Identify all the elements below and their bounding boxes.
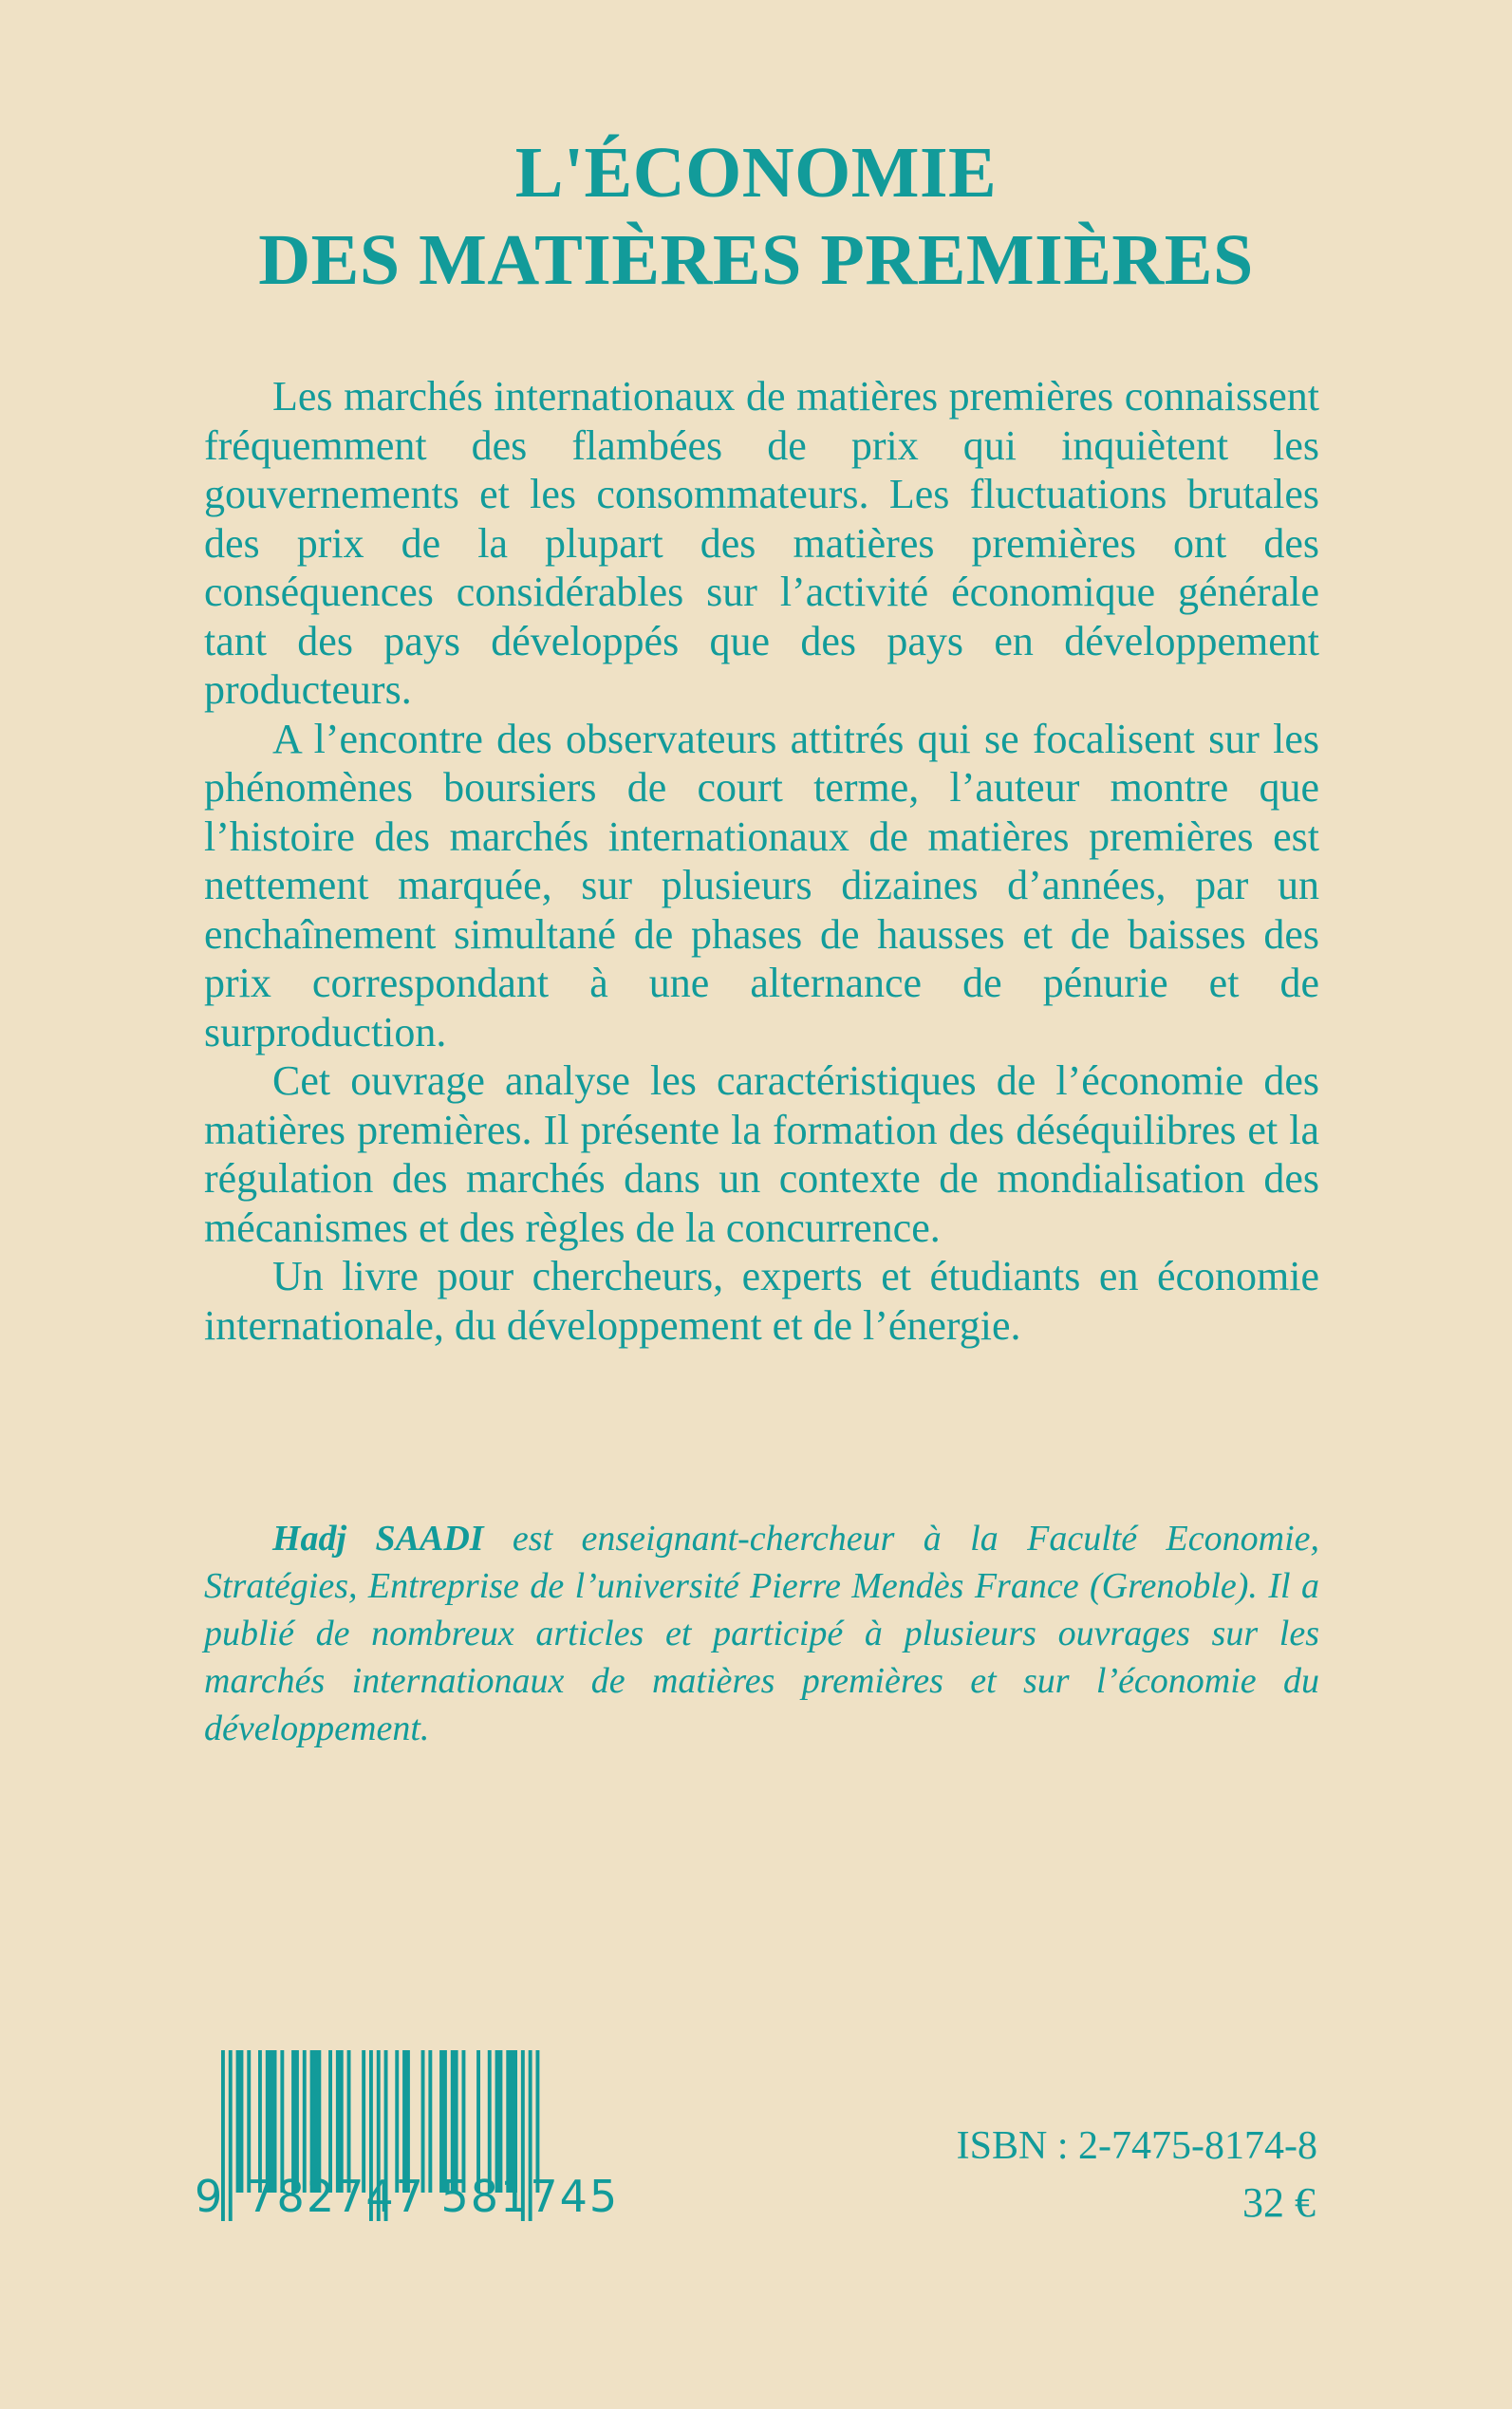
title-line-1: L'ÉCONOMIE bbox=[514, 133, 998, 213]
barcode-first-digit: 9 bbox=[195, 2171, 225, 2222]
author-bio-text: est enseignant-chercheur à la Faculté Economie, Stratégies, Entreprise de l’université Pierre Mendès France (Grenoble). Il a publié de nombreux articles et participé à plusieurs ouvrages sur les marchés internationaux de matières premières et sur l’économie du développement. bbox=[204, 1519, 1319, 1748]
blurb-paragraph-4: Un livre pour chercheurs, experts et étudiants en économie internationale, du développement et de l’énergie. bbox=[204, 1253, 1319, 1349]
blurb-paragraph-3: Cet ouvrage analyse les caractéristiques de l’économie des matières premières. Il présente la formation des déséquilibres et la régulation des marchés dans un contexte de mondialisation des mécanismes et des règles de la concurrence. bbox=[204, 1057, 1319, 1251]
barcode-group-1: 782747 bbox=[247, 2171, 425, 2222]
price: 32 € bbox=[1242, 2179, 1316, 2226]
blurb bbox=[204, 372, 1319, 1350]
barcode-digits bbox=[195, 2170, 631, 2223]
author-bio bbox=[204, 1515, 1319, 1752]
book-title bbox=[0, 129, 1512, 304]
blurb-paragraph-2: A l’encontre des observateurs attitrés qui se focalisent sur les phénomènes boursiers de court terme, l’auteur montre que l’histoire des marchés internationaux de matières premières est nettement marquée, sur plusieurs dizaines d’années, par un enchaînement simultané de phases de hausses et de baisses des prix correspondant à une alternance de pénurie et de surproduction. bbox=[204, 715, 1319, 1055]
isbn: ISBN : 2-7475-8174-8 bbox=[956, 2124, 1317, 2168]
author-name: Hadj SAADI bbox=[272, 1519, 484, 1559]
title-line-2: DES MATIÈRES PREMIÈRES bbox=[258, 220, 1254, 300]
blurb-paragraph-1: Les marchés internationaux de matières premières connaissent fréquemment des flambées de prix qui inquiètent les gouvernements et les consommateurs. Les fluctuations brutales des prix de la plupart des matières premières ont des conséquences considérables sur l’activité économique générale tant des pays développés que des pays en développement producteurs. bbox=[204, 373, 1319, 713]
barcode-group-2: 581745 bbox=[440, 2171, 620, 2222]
